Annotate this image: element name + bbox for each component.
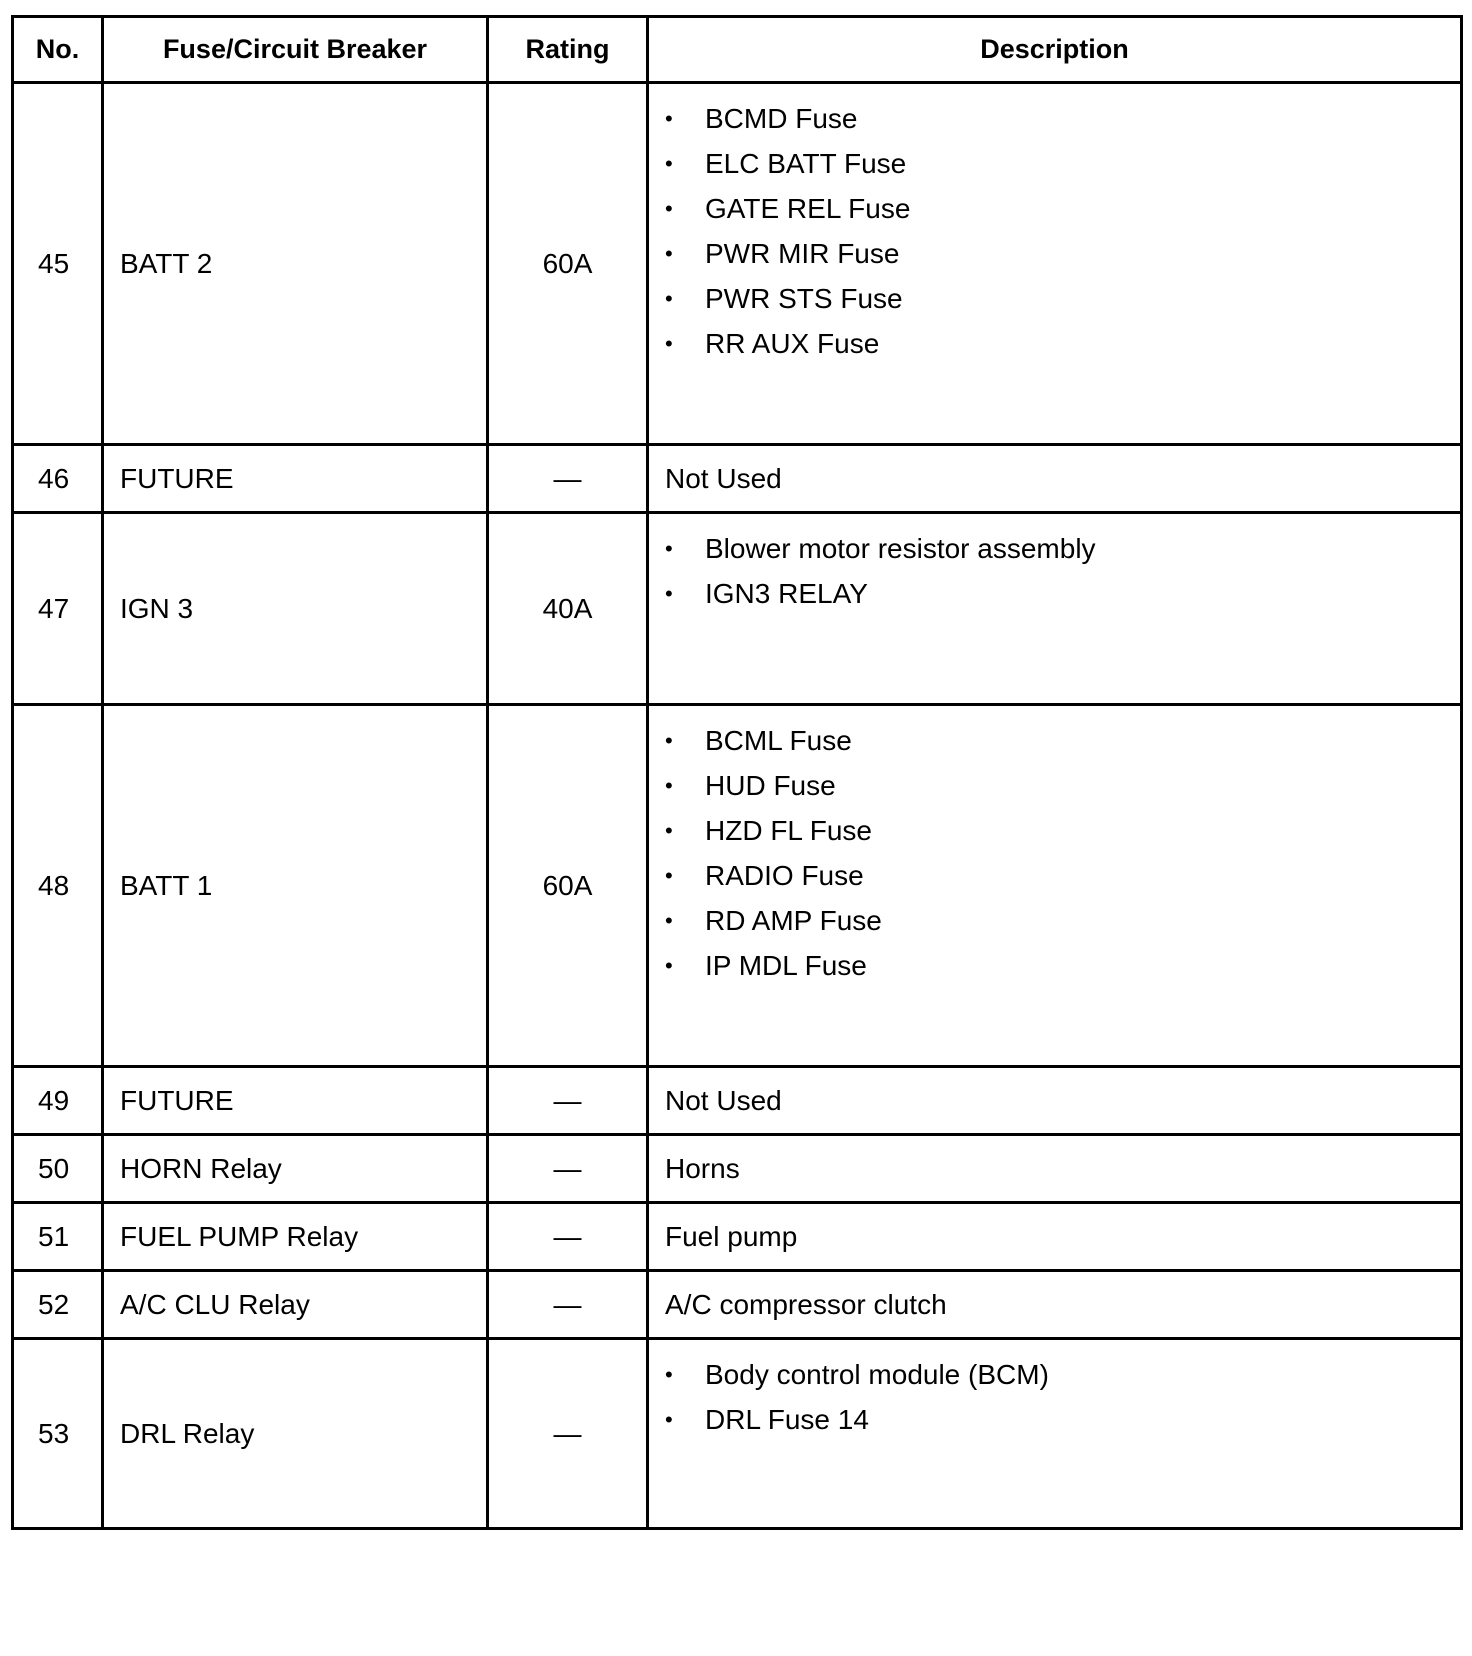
list-item: • BCMD Fuse (665, 104, 1460, 149)
row-description (648, 1339, 1462, 1529)
description-list (665, 534, 1460, 624)
table-row (13, 1067, 1462, 1135)
row-rating: 60A (488, 705, 648, 1067)
fuse-table (11, 15, 1463, 1530)
table-row (13, 1135, 1462, 1203)
header-fuse-circuit-breaker: Fuse/Circuit Breaker (103, 17, 488, 83)
list-item: • Blower motor resistor assembly (665, 534, 1460, 579)
row-description: Not Used (648, 445, 1462, 513)
row-description (648, 513, 1462, 705)
row-no: 45 (13, 83, 103, 445)
list-item: • PWR STS Fuse (665, 284, 1460, 329)
row-description: A/C compressor clutch (648, 1271, 1462, 1339)
row-no: 46 (13, 445, 103, 513)
row-rating: — (488, 1067, 648, 1135)
row-rating: — (488, 445, 648, 513)
row-rating: — (488, 1339, 648, 1529)
row-fuse: FUTURE (103, 445, 488, 513)
list-item: • IP MDL Fuse (665, 951, 1460, 996)
header-row (13, 17, 1462, 83)
row-no: 48 (13, 705, 103, 1067)
list-item: • RADIO Fuse (665, 861, 1460, 906)
list-item: • IGN3 RELAY (665, 579, 1460, 624)
header-description: Description (648, 17, 1462, 83)
row-description: Not Used (648, 1067, 1462, 1135)
list-item: • DRL Fuse 14 (665, 1405, 1460, 1450)
row-no: 50 (13, 1135, 103, 1203)
description-list (665, 104, 1460, 374)
row-description (648, 83, 1462, 445)
row-fuse: FUEL PUMP Relay (103, 1203, 488, 1271)
row-fuse: DRL Relay (103, 1339, 488, 1529)
row-no: 47 (13, 513, 103, 705)
row-no: 52 (13, 1271, 103, 1339)
description-list (665, 726, 1460, 996)
row-description (648, 705, 1462, 1067)
row-no: 53 (13, 1339, 103, 1529)
row-description: Horns (648, 1135, 1462, 1203)
list-item: • HUD Fuse (665, 771, 1460, 816)
list-item: • RR AUX Fuse (665, 329, 1460, 374)
list-item: • HZD FL Fuse (665, 816, 1460, 861)
table-row (13, 705, 1462, 1067)
row-fuse: A/C CLU Relay (103, 1271, 488, 1339)
row-fuse: FUTURE (103, 1067, 488, 1135)
list-item: • RD AMP Fuse (665, 906, 1460, 951)
table-row (13, 1339, 1462, 1529)
row-fuse: BATT 2 (103, 83, 488, 445)
header-rating: Rating (488, 17, 648, 83)
row-rating: — (488, 1203, 648, 1271)
row-rating: — (488, 1271, 648, 1339)
table-row (13, 1271, 1462, 1339)
row-rating: 40A (488, 513, 648, 705)
row-fuse: IGN 3 (103, 513, 488, 705)
row-fuse: HORN Relay (103, 1135, 488, 1203)
row-fuse: BATT 1 (103, 705, 488, 1067)
row-no: 49 (13, 1067, 103, 1135)
table-row (13, 445, 1462, 513)
list-item: • Body control module (BCM) (665, 1360, 1460, 1405)
table-row (13, 83, 1462, 445)
row-rating: — (488, 1135, 648, 1203)
description-list (665, 1360, 1460, 1450)
list-item: • ELC BATT Fuse (665, 149, 1460, 194)
row-no: 51 (13, 1203, 103, 1271)
header-no: No. (13, 17, 103, 83)
table-row (13, 513, 1462, 705)
row-rating: 60A (488, 83, 648, 445)
list-item: • BCML Fuse (665, 726, 1460, 771)
list-item: • PWR MIR Fuse (665, 239, 1460, 284)
row-description: Fuel pump (648, 1203, 1462, 1271)
list-item: • GATE REL Fuse (665, 194, 1460, 239)
table-row (13, 1203, 1462, 1271)
